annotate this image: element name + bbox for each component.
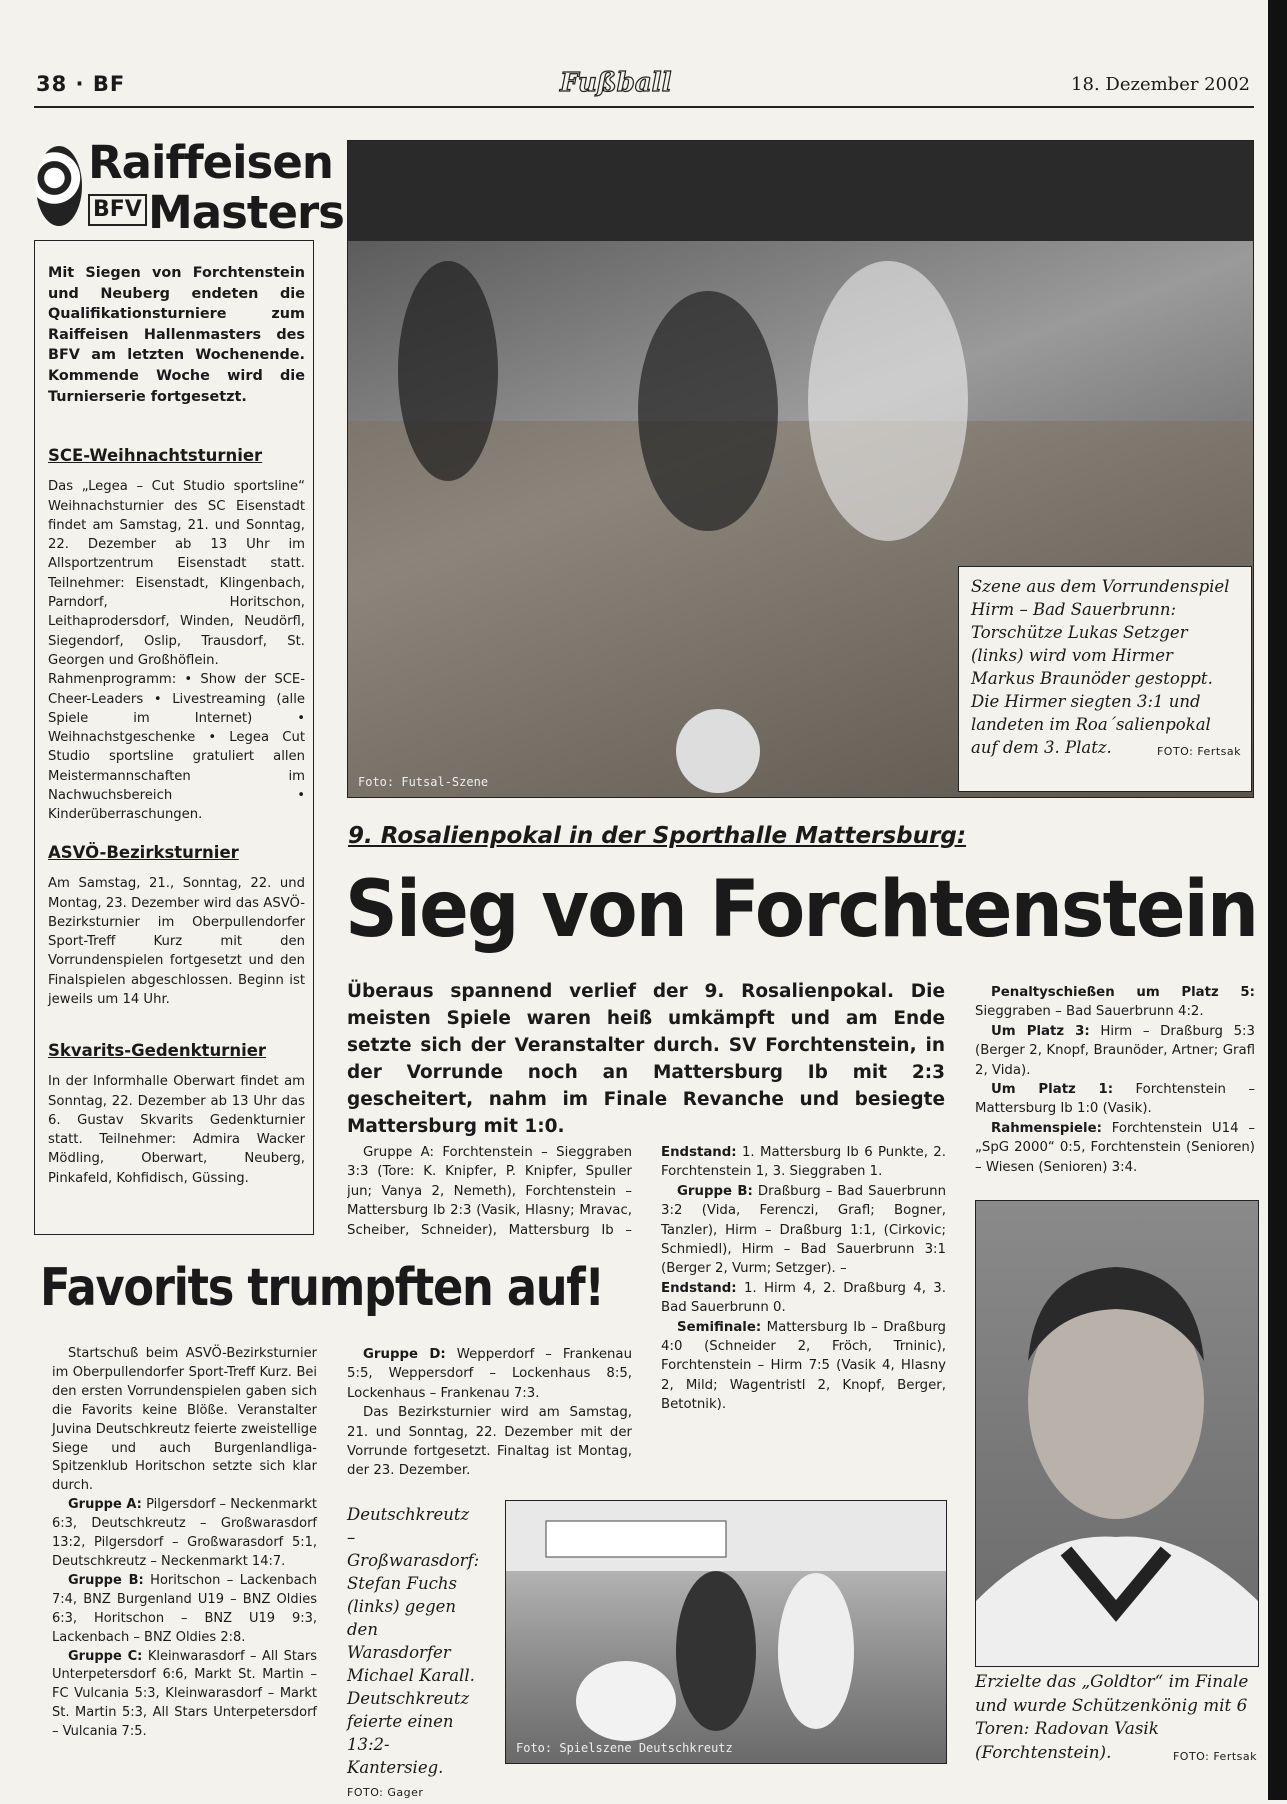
small-photo <box>505 1500 947 1764</box>
bfv-mark: BFV <box>88 194 147 226</box>
issue-date: 18. Dezember 2002 <box>1071 74 1250 95</box>
results-p1 <box>975 1080 1255 1119</box>
results-gB <box>661 1182 946 1279</box>
asvo-title: ASVÖ-Bezirksturnier <box>48 843 239 862</box>
second-gB <box>52 1572 317 1648</box>
second-intro: Startschuß beim ASVÖ-Bezirksturnier im Oberpullendorfer Sport-Treff Kurz. Bei den ersten Vorrundenspielen gaben sich die Favorits keine Blöße. Veranstalter Juvina Deutschkreutz feierte zweistellige Siege und auch Burgenlandliga-Spitzenklub Horitschon setzte sich klar durch. <box>52 1346 317 1494</box>
page-number: 38 · BF <box>36 72 126 96</box>
results-p3 <box>975 1022 1255 1080</box>
second-gA <box>52 1496 317 1572</box>
main-photo-caption: Szene aus dem Vorrundenspiel Hirm – Bad Sauerbrunn: Torschütze Lukas Setzger (links) wird vom Hirmer Markus Braunöder gestoppt. Die Hirmer siegten 3:1 und landeten im Roa´salienpokal auf dem 3. Platz. <box>971 577 1230 757</box>
second-gB-label: Gruppe B: <box>68 1572 144 1588</box>
second-gA-label: Gruppe A: <box>68 1497 142 1513</box>
portrait-caption-block <box>975 1670 1257 1768</box>
small-photo-credit: FOTO: Gager <box>347 1786 424 1799</box>
results-col-1 <box>347 1143 632 1243</box>
small-photo-caption: Deutschkreutz – Großwarasdorf: Stefan Fuchs (links) gegen den Warasdorfer Michael Karall. Deutschkreutz feierte einen 13:2-Kantersieg. <box>347 1505 480 1777</box>
article-lead: Überaus spannend verlief der 9. Rosalienpokal. Die meisten Spiele waren heiß umkämpft und am Ende setzte sich der Veranstalter durch. SV Forchtenstein, in der Vorrunde noch an Mattersburg Ib mit 2:3 gescheitert, nahm im Finale Revanche und besiegte Mattersburg mit 1:0. <box>347 981 945 1137</box>
results-rahmen <box>975 1119 1255 1177</box>
sidebar-box <box>34 240 314 1235</box>
article-kicker: 9. Rosalienpokal in der Sporthalle Mattersburg: <box>348 823 967 849</box>
portrait-credit: FOTO: Fertsak <box>1172 1749 1257 1763</box>
sce-title: SCE-Weihnachtsturnier <box>48 446 263 465</box>
main-photo-label: Foto: Futsal-Szene <box>358 775 489 789</box>
second-gC <box>52 1648 317 1743</box>
second-headline: Favorits trumpften auf! <box>40 1258 604 1318</box>
results-col-3 <box>975 983 1255 1177</box>
intro-text: Mit Siegen von Forchtenstein und Neuberg endeten die Qualifikationsturniere zum Raiffeisen Hallenmasters des BFV am letzten Wochenende. Kommende Woche wird die Turnierserie fortgesetzt. <box>48 265 305 405</box>
sce-block <box>48 446 305 825</box>
results-p5 <box>975 983 1255 1022</box>
results-endstand-b <box>661 1279 946 1318</box>
logo-line2: Masters <box>148 186 344 239</box>
second-closing: Das Bezirksturnier wird am Samstag, 21. und Sonntag, 22. Dezember mit der Vorrunde fortgesetzt. Finaltag ist Montag, der 23. Dezember. <box>347 1405 632 1479</box>
second-col-1 <box>52 1345 317 1742</box>
header-rule <box>34 106 1254 108</box>
results-p3-label: Um Platz 3: <box>991 1023 1090 1039</box>
portrait-caption: Erzielte das „Goldtor“ im Finale und wurde Schützenkönig mit 6 Toren: Radovan Vasik (Forchtenstein). <box>975 1671 1249 1762</box>
results-endstand-a <box>661 1143 946 1182</box>
asvo-p1: Am Samstag, 21., Sonntag, 22. und Montag, 23. Dezember wird das ASVÖ-Bezirksturnier im Oberpullendorfer Sport-Treff Kurz mit den Vorrundenspielen fortgesetzt und den Finalspielen abgeschlossen. Beginn ist jeweils um 14 Uhr. <box>48 876 305 1008</box>
results-semi-label: Semifinale: <box>677 1319 762 1335</box>
asvo-block <box>48 843 305 1009</box>
main-photo <box>347 140 1254 798</box>
skvarits-block <box>48 1041 305 1188</box>
second-gA-text: Pilgersdorf – Neckenmarkt 6:3, Deutschkreutz – Großwarasdorf 13:2, Pilgersdorf – Großwarasdorf 5:1, Deutschkreutz – Neckenmarkt 14:7. <box>52 1497 317 1569</box>
second-gB-text: Horitschon – Lackenbach 7:4, BNZ Burgenland U19 – BNZ Oldies 6:3, Horitschon – BNZ U19 9:3, Lackenbach – BNZ Oldies 2:8. <box>52 1572 317 1645</box>
results-gA <box>347 1143 632 1243</box>
results-p3-text: Hirm – Draßburg 5:3 (Berger 2, Knopf, Braunöder, Artner; Grafl 2, Vida). <box>975 1023 1255 1078</box>
results-p1-label: Um Platz 1: <box>991 1082 1114 1098</box>
second-gC-label: Gruppe C: <box>68 1648 143 1664</box>
results-p5-label: Penaltyschießen um Platz 5: <box>991 985 1255 1000</box>
second-gD <box>347 1345 632 1403</box>
results-endstand-a-text: 1. Mattersburg Ib 6 Punkte, 2. Forchtenstein 1, 3. Sieggraben 1. <box>661 1145 946 1180</box>
results-gB-label: Gruppe B: <box>677 1183 753 1199</box>
sce-p2: Rahmenprogramm: • Show der SCE-Cheer-Leaders • Livestreaming (alle Spiele im Internet) • Weihnachstgeschenke • Legea Cut Studio sportsline gratuliert allen Meistermannschaften im Nachwuchsbereich • Kinderüberraschungen. <box>48 672 305 823</box>
logo-line1: Raiffeisen <box>88 136 333 189</box>
results-rahmen-label: Rahmenspiele: <box>991 1120 1102 1136</box>
results-semi <box>661 1318 946 1415</box>
skvarits-p1: In der Informhalle Oberwart findet am Sonntag, 22. Dezember ab 13 Uhr das 6. Gustav Skvarits Gedenkturnier statt. Teilnehmer: Admira Wacker Mödling, Oberwart, Neuberg, Pinkafeld, Kohfidisch, Güssing. <box>48 1074 305 1186</box>
results-gA-text: Forchtenstein – Sieggraben 3:3 (Tore: K. Knipfer, P. Knipfer, Spuller jun; Vanya 2, Nemeth), Forchtenstein – Mattersburg Ib 2:3 (Vasik, Hlasny; Mravac, Scheiber, Schneider), Mattersburg Ib – <box>347 1145 632 1238</box>
results-gA-label: Gruppe A: <box>363 1145 434 1160</box>
portrait-photo <box>975 1200 1259 1667</box>
results-col-2 <box>661 1143 946 1415</box>
main-photo-caption-box <box>958 566 1252 792</box>
results-endstand-b-label: Endstand: <box>661 1280 737 1296</box>
results-endstand-b-text: 1. Hirm 4, 2. Draßburg 4, 3. Bad Sauerbrunn 0. <box>661 1280 946 1316</box>
second-gC-text: Kleinwarasdorf – All Stars Unterpetersdorf 6:6, Markt St. Martin – FC Vulcania 5:3, Kleinwarasdorf – Markt St. Martin 5:3, All Stars Unterpetersdorf – Vulcania 7:5. <box>52 1648 318 1740</box>
skvarits-title: Skvarits-Gedenkturnier <box>48 1041 267 1060</box>
portrait-label: Foto: Radovan Vasik <box>986 1644 1124 1658</box>
results-semi-text: Mattersburg Ib – Draßburg 4:0 (Schneider 2, Fröch, Trninic), Forchtenstein – Hirm 7:5 (Vasik 4, Hlasny 2, Mild; Wagentristl 2, Knopf, Berger, Betotnik). <box>661 1319 946 1413</box>
section-title: Fußball <box>560 68 672 98</box>
second-gD-label: Gruppe D: <box>363 1347 446 1362</box>
small-photo-caption-block <box>347 1503 480 1804</box>
page-edge <box>1268 0 1287 1800</box>
football-icon <box>36 146 82 226</box>
results-p5-text: Sieggraben – Bad Sauerbrunn 4:2. <box>975 1004 1204 1020</box>
main-photo-credit: FOTO: Fertsak <box>1156 745 1241 758</box>
results-endstand-a-label: Endstand: <box>661 1145 737 1160</box>
second-gD-text: Wepperdorf – Frankenau 5:5, Weppersdorf – Lockenhaus 8:5, Lockenhaus – Frankenau 7:3. <box>347 1347 633 1401</box>
small-photo-label: Foto: Spielszene Deutschkreutz <box>516 1741 733 1755</box>
second-col-2 <box>347 1345 632 1481</box>
article-headline: Sieg von Forchtenstein <box>345 865 1258 955</box>
results-rahmen-text: Forchtenstein U14 – „SpG 2000“ 0:5, Forchtenstein (Senioren) – Wiesen (Senioren) 3:4. <box>975 1120 1255 1175</box>
results-gB-text: Draßburg – Bad Sauerbrunn 3:2 (Vida, Ferenczi, Grafl; Bogner, Tanzler), Hirm – Draßburg 1:1, (Cirkovic; Schmiedl), Hirm – Bad Sauerbrunn 3:1 (Berger 2, Vurm; Setzger). – <box>661 1183 946 1277</box>
results-p1-text: Forchtenstein – Mattersburg Ib 1:0 (Vasik). <box>975 1082 1255 1117</box>
sce-p1: Das „Legea – Cut Studio sportsline“ Weihnachsturnier des SC Eisenstadt findet am Samstag, 21. und Sonntag, 22. Dezember ab 13 Uhr im Allsportzentrum Eisenstadt statt. Teilnehmer: Eisenstadt, Klingenbach, Parndorf, Horitschon, Leithaprodersdorf, Winden, Neudörfl, Siegendorf, Oslip, Trausdorf, St. Georgen und Großhöflein. <box>48 479 305 668</box>
